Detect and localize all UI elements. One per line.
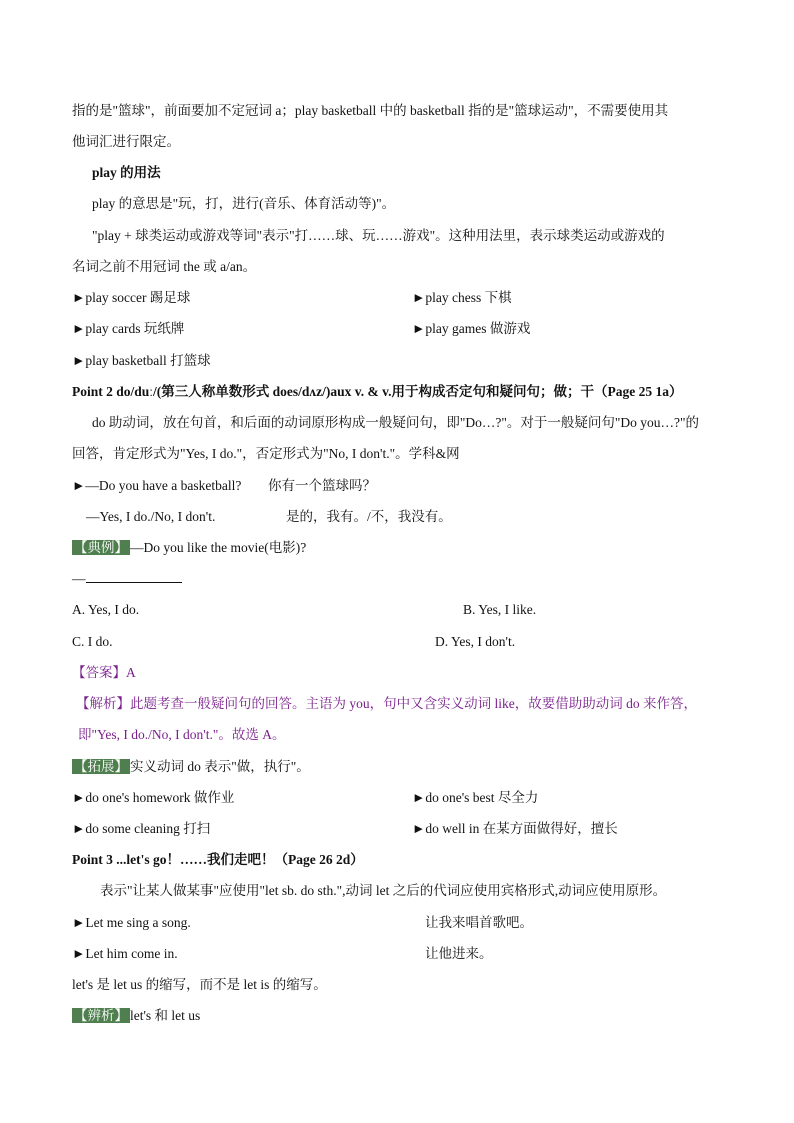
example-sentence: ►Let him come in. xyxy=(72,946,178,961)
example-question xyxy=(72,539,306,557)
option-b: B. Yes, I like. xyxy=(463,602,537,617)
example-translation: 是的，我有。/不，我没有。 xyxy=(286,509,452,524)
paragraph-line: 回答，肯定形式为"Yes, I do."，否定形式为"No, I don't."。学科&网 xyxy=(72,446,460,461)
option-d: D. Yes, I don't. xyxy=(435,634,516,649)
distinguish-tag: 【辨析】 xyxy=(74,1008,128,1023)
paragraph-line: 名词之前不用冠词 the 或 a/an。 xyxy=(72,259,257,274)
answer-line xyxy=(72,664,136,682)
example-sentence: —Yes, I do./No, I don't. xyxy=(86,509,216,524)
analysis-tag: 【解析】 xyxy=(76,696,130,711)
option-c: C. I do. xyxy=(72,634,113,649)
answer-blank xyxy=(86,570,182,583)
example-translation: 让他进来。 xyxy=(425,946,493,961)
paragraph-line: "play + 球类运动或游戏等词"表示"打……球、玩……游戏"。这种用法里，表示球类运动或游戏的 xyxy=(92,228,665,243)
distinguish-line xyxy=(72,1007,200,1025)
point-heading: Point 2 do/duː/(第三人称单数形式 does/dʌz/)aux v. & v.用于构成否定句和疑问句；做；干（Page 25 1a） xyxy=(72,384,683,399)
paragraph-line: let's 是 let us 的缩写，而不是 let is 的缩写。 xyxy=(72,977,327,992)
extend-tag: 【拓展】 xyxy=(74,759,128,774)
section-heading: play 的用法 xyxy=(92,165,161,180)
example-tag: 【典例】 xyxy=(74,540,128,555)
dash: — xyxy=(72,571,86,586)
example-item: ►play games 做游戏 xyxy=(412,321,531,336)
analysis-line xyxy=(76,695,697,713)
analysis-text: 此题考查一般疑问句的回答。主语为 you，句中又含实义动词 like，故要借助助动词 do 来作答， xyxy=(130,696,697,711)
example-item: ►do some cleaning 打扫 xyxy=(72,821,211,836)
example-item: ►play chess 下棋 xyxy=(412,290,512,305)
paragraph-line: 指的是"篮球"，前面要加不定冠词 a；play basketball 中的 basketball 指的是"篮球运动"，不需要使用其 xyxy=(72,103,669,118)
answer-value: A xyxy=(126,665,136,680)
paragraph-line: do 助动词，放在句首，和后面的动词原形构成一般疑问句，即"Do…?"。对于一般疑问句"Do you…?"的 xyxy=(92,415,700,430)
example-item: ►play basketball 打篮球 xyxy=(72,353,211,368)
analysis-line: 即"Yes, I do./No, I don't."。故选 A。 xyxy=(78,727,286,742)
paragraph-line: play 的意思是"玩，打，进行(音乐、体育活动等)"。 xyxy=(92,196,396,211)
example-translation: 你有一个篮球吗？ xyxy=(268,478,376,493)
answer-tag: 【答案】 xyxy=(72,665,126,680)
example-sentence: ►Let me sing a song. xyxy=(72,915,191,930)
answer-blank-line xyxy=(72,570,182,588)
paragraph-line: 他词汇进行限定。 xyxy=(72,134,180,149)
point-heading: Point 3 ...let's go！……我们走吧！（Page 26 2d） xyxy=(72,852,364,867)
extend-line xyxy=(72,758,310,776)
paragraph-line: 表示"让某人做某事"应使用"let sb. do sth.",动词 let 之后的代词应使用宾格形式,动词应使用原形。 xyxy=(100,883,667,898)
example-item: ►do well in 在某方面做得好，擅长 xyxy=(412,821,618,836)
example-item: ►do one's best 尽全力 xyxy=(412,790,539,805)
distinguish-text: let's 和 let us xyxy=(130,1008,201,1023)
example-item: ►do one's homework 做作业 xyxy=(72,790,235,805)
option-a: A. Yes, I do. xyxy=(72,602,140,617)
example-sentence: ►—Do you have a basketball? xyxy=(72,478,242,493)
example-item: ►play cards 玩纸牌 xyxy=(72,321,185,336)
example-item: ►play soccer 踢足球 xyxy=(72,290,191,305)
extend-text: 实义动词 do 表示"做，执行"。 xyxy=(130,759,310,774)
example-translation: 让我来唱首歌吧。 xyxy=(425,915,533,930)
question-text: —Do you like the movie(电影)? xyxy=(130,540,307,555)
